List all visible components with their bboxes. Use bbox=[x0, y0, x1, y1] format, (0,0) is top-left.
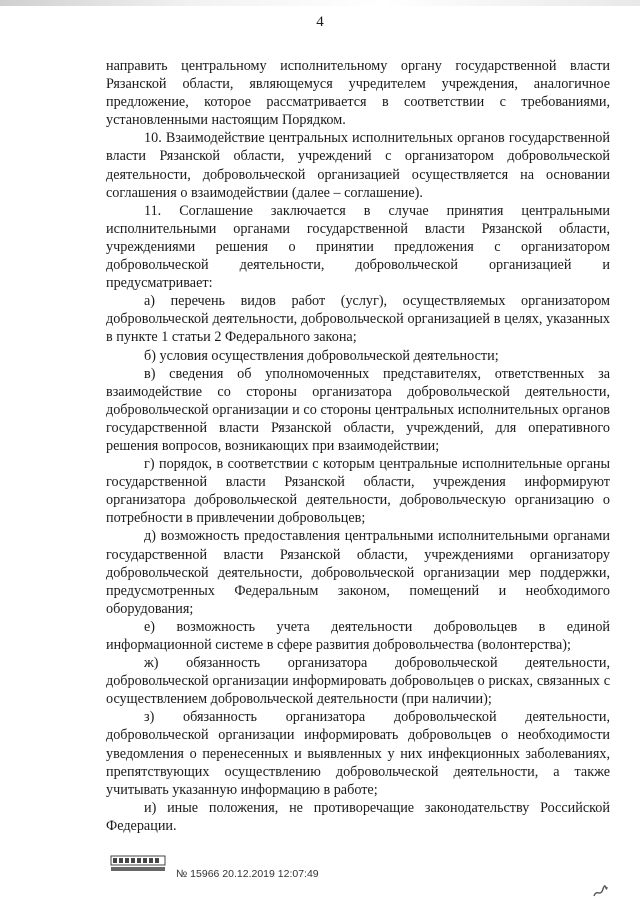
printing-office-logo-icon bbox=[110, 853, 166, 873]
page-number: 4 bbox=[316, 14, 324, 30]
paragraph: и) иные положения, не противоречащие законодательству Российской Федерации. bbox=[106, 799, 610, 834]
paragraph: а) перечень видов работ (услуг), осуществляемых организатором добровольческой деятельности, добровольческой организацией в целях, указанных в пункте 1 статьи 2 Федерального закона; bbox=[106, 293, 610, 346]
paragraph: г) порядок, в соответствии с которым центральные исполнительные органы государственной власти Рязанской области, учреждения информируют организатора добровольческой деятельности, добровольческую организацию о потребности в привлечении добровольцев; bbox=[106, 456, 610, 527]
paragraph: з) обязанность организатора добровольческой деятельности, добровольческой организации информировать добровольцев о необходимости уведомления о перенесенных и выявленных у них инфекционных заболеваниях, препятствующих осуществлению добровольческой деятельности, а также учитывать указанную информацию в работе; bbox=[106, 709, 610, 798]
paragraph: 11. Соглашение заключается в случае принятия центральными исполнительными органами государственной власти Рязанской области, учреждениями решения о принятии предложения с организатором добровольческой деятельности, добровольческой организацией и предусматривает: bbox=[106, 202, 610, 292]
paragraph: ж) обязанность организатора добровольческой деятельности, добровольческой организации информировать добровольцев о рисках, связанных с осуществлением добровольческой деятельности (при наличии); bbox=[106, 655, 610, 708]
paragraph: б) условия осуществления добровольческой деятельности; bbox=[144, 347, 499, 364]
paragraph: д) возможность предоставления центральными исполнительными органами государственной власти Рязанской области, учреждениями организатору добровольческой деятельности, добровольческой организации мер поддержки, предусмотренных Федеральным законом, помещений и необходимого оборудования; bbox=[106, 528, 610, 617]
scribble-mark-icon bbox=[592, 884, 608, 900]
paragraph: е) возможность учета деятельности добровольцев в единой информационной системе в сфере развития добровольчества (волонтерства); bbox=[106, 618, 610, 653]
scan-edge bbox=[0, 0, 640, 6]
document-stamp: № 15966 20.12.2019 12:07:49 bbox=[176, 868, 319, 880]
document-body bbox=[106, 57, 610, 835]
paragraph: в) сведения об уполномоченных представителях, ответственных за взаимодействие со стороны организатора добровольческой деятельности, добровольческой организации и со стороны центральных исполнительных органов государственной власти Рязанской области, учреждений, для оперативного решения вопросов, возникающих при взаимодействии; bbox=[106, 365, 610, 454]
paragraph: направить центральному исполнительному органу государственной власти Рязанской области, являющемуся учредителем учреждения, аналогичное предложение, которое рассматривается в соответствии с требованиями, установленными настоящим Порядком. bbox=[106, 58, 610, 129]
paragraph: 10. Взаимодействие центральных исполнительных органов государственной власти Рязанской области, учреждений с организатором добровольческой деятельности, добровольческой организацией осуществляется на основании соглашения о взаимодействии (далее – соглашение). bbox=[106, 130, 610, 201]
